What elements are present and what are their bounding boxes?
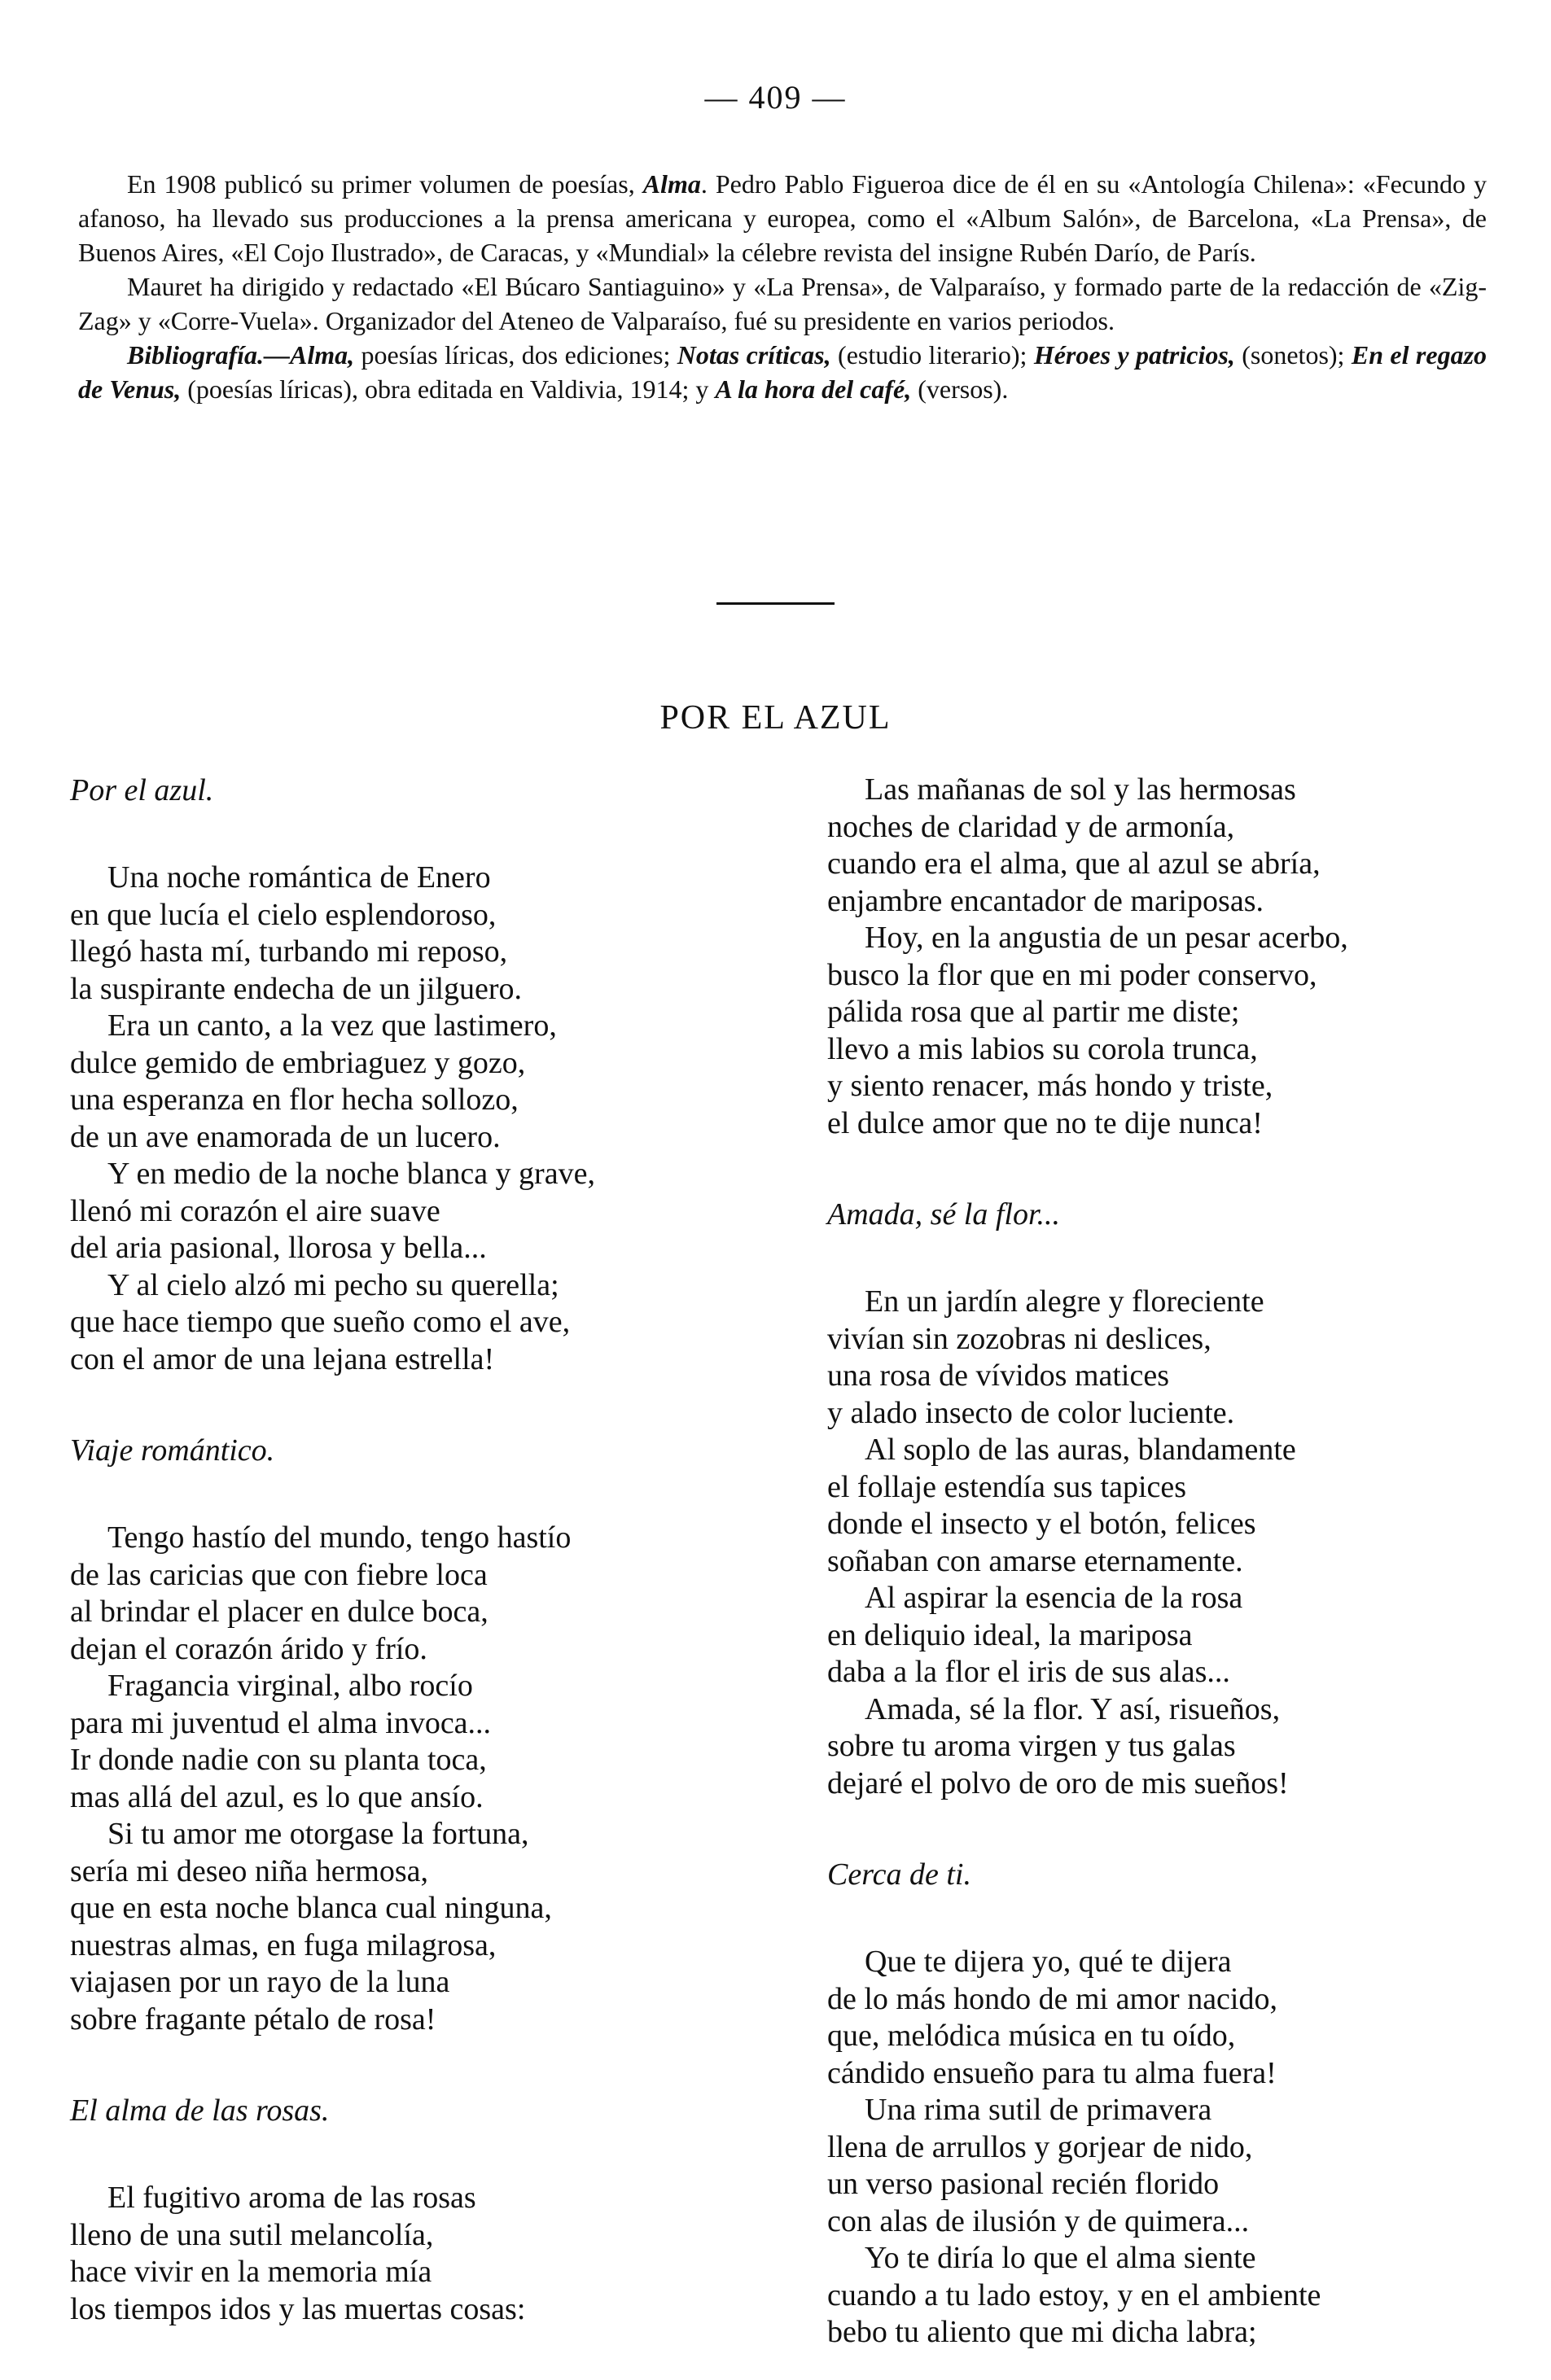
book-title: Alma, xyxy=(290,340,355,370)
poem-line: de lo más hondo de mi amor nacido, xyxy=(827,1981,1277,2016)
poem-title: El alma de las rosas. xyxy=(70,2093,330,2128)
bibliography-label: Bibliografía.— xyxy=(127,340,291,370)
poem-line: lleno de una sutil melancolía, xyxy=(70,2217,434,2252)
poem-line: soñaban con amarse eternamente. xyxy=(827,1543,1243,1578)
section-divider xyxy=(716,602,835,605)
poem-line: Que te dijera yo, qué te dijera xyxy=(865,1945,1232,1979)
poem-line: que en esta noche blanca cual ninguna, xyxy=(70,1891,552,1925)
poem-line: cuando a tu lado estoy, y en el ambiente xyxy=(827,2277,1321,2312)
poem-line: con alas de ilusión y de quimera... xyxy=(827,2203,1250,2238)
poem xyxy=(827,772,1495,1142)
poem-line: Una noche romántica de Enero xyxy=(107,860,491,895)
book-title: A la hora del café, xyxy=(715,374,912,404)
poem-line: noches de claridad y de armonía, xyxy=(827,809,1235,844)
poem-line: daba a la flor el iris de sus alas... xyxy=(827,1655,1230,1689)
poem-line: llenó mi corazón el aire suave xyxy=(70,1193,440,1228)
poem-line: el dulce amor que no te dije nunca! xyxy=(827,1105,1263,1140)
poem-line: dejaré el polvo de oro de mis sueños! xyxy=(827,1765,1289,1800)
poem-line: Tengo hastío del mundo, tengo hastío xyxy=(107,1520,572,1555)
poem xyxy=(827,1196,1495,1802)
poem-line: Una rima sutil de primavera xyxy=(865,2093,1212,2127)
poem-line: una esperanza en flor hecha sollozo, xyxy=(70,1083,519,1117)
poem-line: con el amor de una lejana estrella! xyxy=(70,1341,495,1376)
poem-line: pálida rosa que al partir me diste; xyxy=(827,995,1240,1029)
poem-title: Cerca de ti. xyxy=(827,1857,971,1892)
poem-line: Era un canto, a la vez que lastimero, xyxy=(107,1008,557,1043)
poem-gap xyxy=(70,2038,770,2092)
poem-line: viajasen por un rayo de la luna xyxy=(70,1965,450,1999)
poem-title: Por el azul. xyxy=(70,773,214,807)
bio-text: (estudio literario); xyxy=(830,340,1034,370)
poem-line: mas allá del azul, es lo que ansío. xyxy=(70,1779,484,1814)
poem-line: Al soplo de las auras, blandamente xyxy=(865,1433,1296,1467)
poem-line: Al aspirar la esencia de la rosa xyxy=(865,1581,1243,1615)
poem-line: bebo tu aliento que mi dicha labra; xyxy=(827,2315,1257,2349)
poem-gap xyxy=(827,1802,1495,1856)
poem-line: la suspirante endecha de un jilguero. xyxy=(70,971,523,1006)
poem-line: Hoy, en la angustia de un pesar acerbo, xyxy=(865,921,1348,955)
bio-text: poesías líricas, dos ediciones; xyxy=(354,340,677,370)
poem-gap xyxy=(70,1378,770,1432)
poem-line: Y al cielo alzó mi pecho su querella; xyxy=(107,1267,559,1302)
bio-text: (sonetos); xyxy=(1234,340,1352,370)
poem xyxy=(70,2092,770,2328)
poem-line: Fragancia virginal, albo rocío xyxy=(107,1669,473,1703)
poem-line: llegó hasta mí, turbando mi reposo, xyxy=(70,934,508,969)
poem-line: llena de arrullos y gorjear de nido, xyxy=(827,2129,1253,2164)
poem-line: busco la flor que en mi poder conservo, xyxy=(827,957,1317,992)
poem-line: Amada, sé la flor. Y así, risueños, xyxy=(865,1691,1281,1726)
poem xyxy=(827,1856,1495,2352)
poem-line: que, melódica música en tu oído, xyxy=(827,2019,1236,2053)
poem-line: dejan el corazón árido y frío. xyxy=(70,1631,427,1666)
author-biography xyxy=(78,167,1487,406)
book-title-alma: Alma xyxy=(642,169,701,199)
bio-text: (versos). xyxy=(911,374,1009,404)
poem-line: una rosa de vívidos matices xyxy=(827,1358,1170,1393)
book-title: En el regazo de Venus, xyxy=(78,340,1487,404)
poem-line: y siento renacer, más hondo y triste, xyxy=(827,1069,1273,1103)
bio-text: (poesías líricas), obra editada en Valdivia, 1914; y xyxy=(181,374,716,404)
poem-line: sobre tu aroma virgen y tus galas xyxy=(827,1729,1236,1763)
poem-line: del aria pasional, llorosa y bella... xyxy=(70,1231,487,1265)
poem-line: un verso pasional recién florido xyxy=(827,2167,1220,2201)
poem-line: vivían sin zozobras ni deslices, xyxy=(827,1321,1211,1356)
poem-line: enjambre encantador de mariposas. xyxy=(827,883,1264,918)
poem-title: Viaje romántico. xyxy=(70,1433,275,1468)
page-number: — 409 — xyxy=(704,79,847,116)
poem-line: sería mi deseo niña hermosa, xyxy=(70,1853,429,1888)
right-column xyxy=(827,772,1495,2352)
book-title: Notas críticas, xyxy=(677,340,831,370)
bibliography xyxy=(78,338,1487,406)
poem-line: Y en medio de la noche blanca y grave, xyxy=(107,1157,595,1191)
poem-line: El fugitivo aroma de las rosas xyxy=(107,2181,476,2215)
poem xyxy=(70,772,770,1378)
poem-line: para mi juventud el alma invoca... xyxy=(70,1705,492,1740)
poem-line: sobre fragante pétalo de rosa! xyxy=(70,2002,436,2037)
bio-paragraph-2: Mauret ha dirigido y redactado «El Búcaro Santiaguino» y «La Prensa», de Valparaíso, y formado parte de la redacción de «Zig-Zag» y «Corre-Vuela». Organizador del Ateneo de Valparaíso, fué su presidente en varios periodos. xyxy=(78,272,1487,335)
poem-line: Las mañanas de sol y las hermosas xyxy=(865,772,1296,807)
poem-line: donde el insecto y el botón, felices xyxy=(827,1507,1256,1541)
section-title: POR EL AZUL xyxy=(659,699,892,737)
poem-line: en que lucía el cielo esplendoroso, xyxy=(70,897,497,932)
poem-line: Yo te diría lo que el alma siente xyxy=(865,2241,1256,2275)
poem-gap xyxy=(827,1142,1495,1196)
poem-line: llevo a mis labios su corola trunca, xyxy=(827,1031,1258,1066)
poem-line: de las caricias que con fiebre loca xyxy=(70,1557,488,1592)
poem-line: el follaje estendía sus tapices xyxy=(827,1469,1187,1504)
poem-line: hace vivir en la memoria mía xyxy=(70,2255,432,2289)
book-title: Héroes y patricios, xyxy=(1033,340,1235,370)
poem-line: cuando era el alma, que al azul se abría, xyxy=(827,847,1321,881)
poem-line: de un ave enamorada de un lucero. xyxy=(70,1119,501,1154)
poem-line: al brindar el placer en dulce boca, xyxy=(70,1595,489,1629)
poem-title: Amada, sé la flor... xyxy=(827,1197,1061,1232)
bio-text: En 1908 publicó su primer volumen de poesías, xyxy=(127,169,643,199)
bio-paragraph-1 xyxy=(78,167,1487,269)
poem xyxy=(70,1432,770,2038)
poem-line: nuestras almas, en fuga milagrosa, xyxy=(70,1927,497,1962)
poem-line: cándido ensueño para tu alma fuera! xyxy=(827,2055,1277,2090)
poem-line: Si tu amor me otorgase la fortuna, xyxy=(107,1817,529,1851)
poem-line: que hace tiempo que sueño como el ave, xyxy=(70,1305,571,1339)
poem-line: Ir donde nadie con su planta toca, xyxy=(70,1743,487,1777)
poem-line: y alado insecto de color luciente. xyxy=(827,1395,1235,1430)
poem-line: En un jardín alegre y floreciente xyxy=(865,1284,1264,1319)
left-column xyxy=(70,772,770,2328)
bio-text: . Pedro Pablo Figueroa dice de él en su «Antología Chilena»: «Fecundo y afanoso, ha llevado sus producciones a la prensa americana y europea, como el «Album Salón», de Barcelona, «La Prensa», de Buenos Aires, «El Cojo Ilustrado», de Caracas, y «Mundial» la célebre revista del insigne Rubén Darío, de París. xyxy=(78,169,1487,267)
poem-line: los tiempos idos y las muertas cosas: xyxy=(70,2291,526,2326)
poem-line: en deliquio ideal, la mariposa xyxy=(827,1617,1193,1652)
poem-line: dulce gemido de embriaguez y gozo, xyxy=(70,1045,526,1080)
